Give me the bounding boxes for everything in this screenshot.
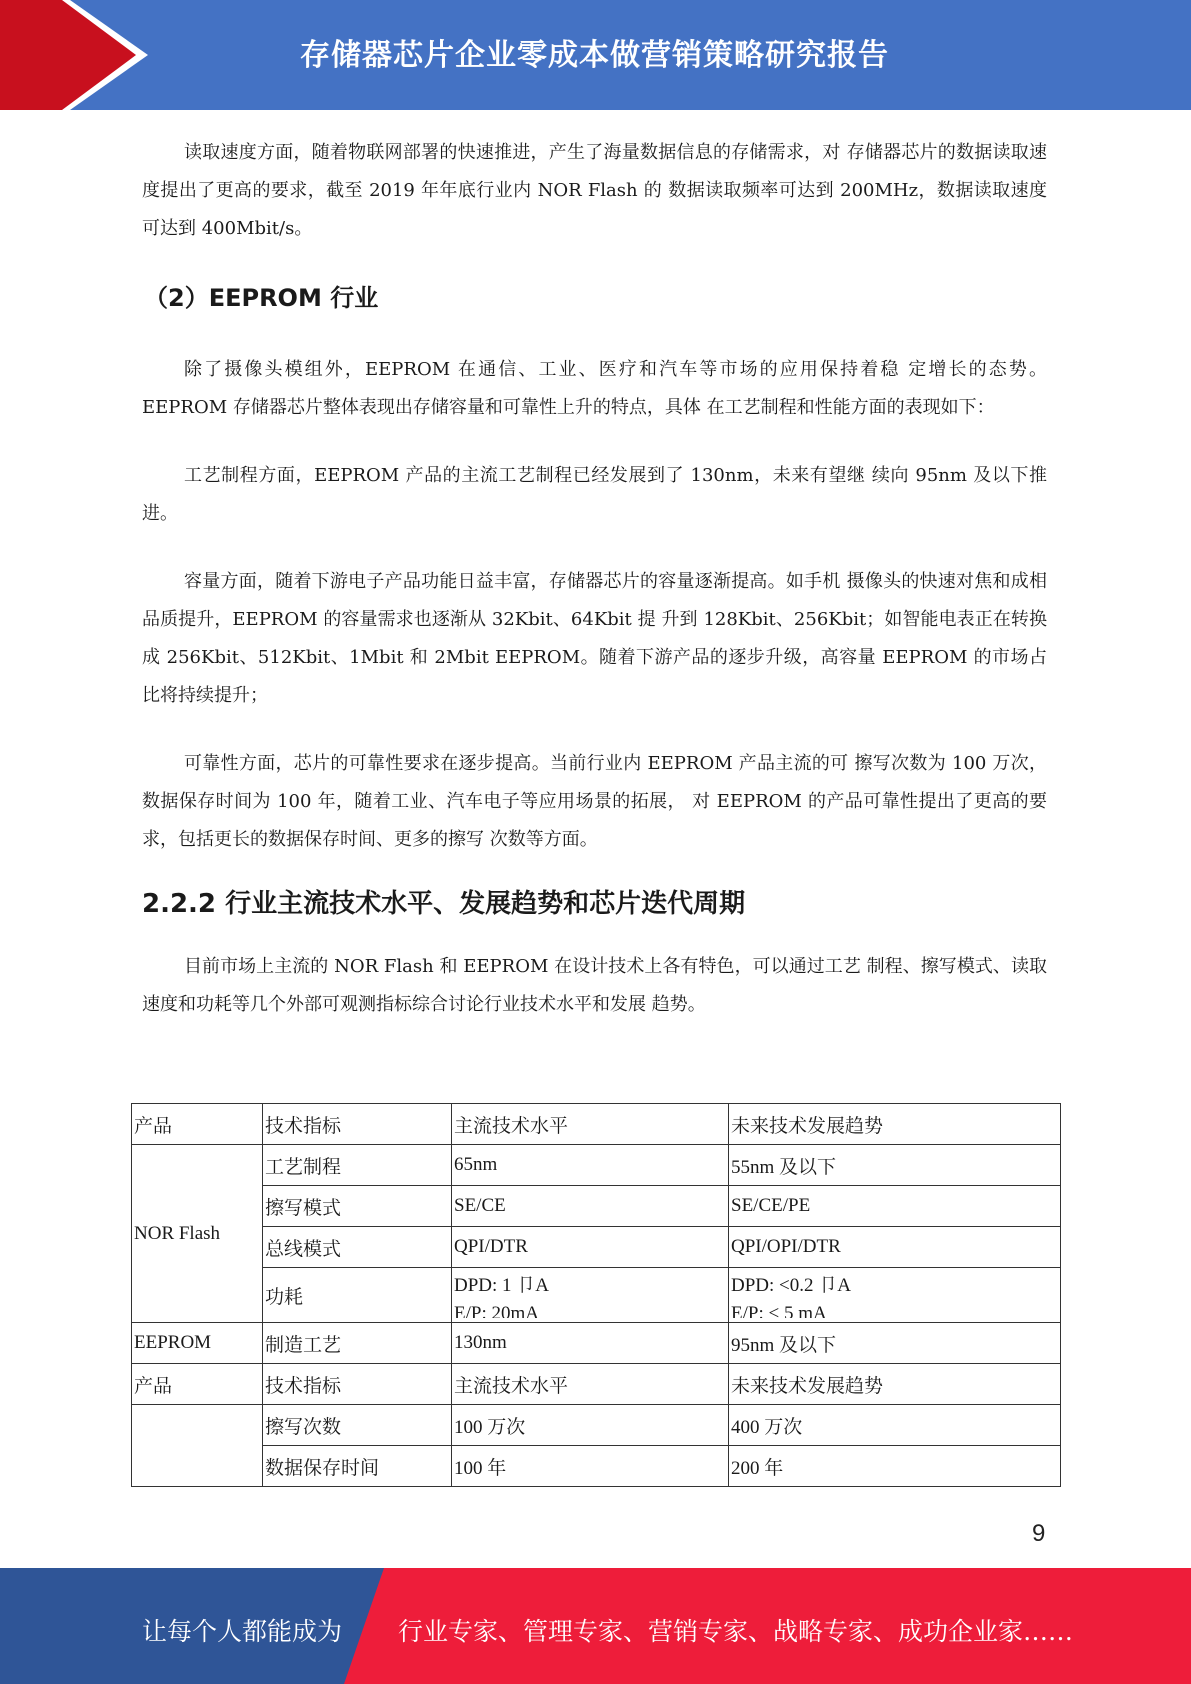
- power-current-cell: [452, 1268, 729, 1323]
- table-cell: SE/CE/PE: [729, 1186, 1061, 1227]
- table-cell: 功耗: [263, 1268, 452, 1323]
- table-cell: SE/CE: [452, 1186, 729, 1227]
- table-header-cell: 主流技术水平: [452, 1104, 729, 1145]
- main-content: [142, 134, 1047, 1054]
- table-cell: 擦写模式: [263, 1186, 452, 1227]
- section-heading: 2.2.2 行业主流技术水平、发展趋势和芯片迭代周期: [142, 889, 746, 919]
- table-cell: 数据保存时间: [263, 1446, 452, 1487]
- table-row: [132, 1145, 1061, 1186]
- table-header-cell: 主流技术水平: [452, 1364, 729, 1405]
- paragraph-reliability: 可靠性方面，芯片的可靠性要求在逐步提高。当前行业内 EEPROM 产品主流的可 擦写次数为 100 万次，数据保存时间为 100 年，随着工业、汽车电子等应用场景的拓展， 对 EEPROM 的产品可靠性提出了更高的要求，包括更长的数据保存时间、更多的擦写 次数等方面。: [142, 753, 1047, 850]
- table-cell: 擦写次数: [263, 1405, 452, 1446]
- power-current-line: E/P: 20mA: [454, 1303, 539, 1318]
- table-cell: 100 万次: [452, 1405, 729, 1446]
- table-cell: 130nm: [452, 1323, 729, 1364]
- table-header-cell: 产品: [132, 1104, 263, 1145]
- paragraph-read-speed: 读取速度方面，随着物联网部署的快速推进，产生了海量数据信息的存储需求，对 存储器芯片的数据读取速度提出了更高的要求，截至 2019 年年底行业内 NOR Flash 的 数据读取频率可达到 200MHz，数据读取速度可达到 400Mbit/s。: [142, 142, 1047, 239]
- table-cell: 100 年: [452, 1446, 729, 1487]
- table-cell-empty: [132, 1405, 263, 1487]
- table-cell: 制造工艺: [263, 1323, 452, 1364]
- nor-flash-label: NOR Flash: [132, 1145, 263, 1323]
- table-row: [132, 1323, 1061, 1364]
- tech-spec-table: [131, 1103, 1061, 1487]
- paragraph-capacity: 容量方面，随着下游电子产品功能日益丰富，存储器芯片的容量逐渐提高。如手机 摄像头的快速对焦和成相品质提升，EEPROM 的容量需求也逐渐从 32Kbit、64Kbit 提 升到 128Kbit、256Kbit；如智能电表正在转换成 256Kbit、512Kbit、1Mbit 和 2Mbit EEPROM。随着下游产品的逐步升级，高容量 EEPROM 的市场占比将持续提升；: [142, 571, 1047, 706]
- table-cell: 200 年: [729, 1446, 1061, 1487]
- paragraph-process: 工艺制程方面，EEPROM 产品的主流工艺制程已经发展到了 130nm，未来有望继 续向 95nm 及以下推进。: [142, 465, 1047, 524]
- table-header-cell: 未来技术发展趋势: [729, 1104, 1061, 1145]
- table-cell: EEPROM: [132, 1323, 263, 1364]
- table-row: [132, 1186, 1061, 1227]
- table-header-row: [132, 1104, 1061, 1145]
- eeprom-heading: （2）EEPROM 行业: [144, 284, 379, 312]
- footer-slogan-right: 行业专家、管理专家、营销专家、战略专家、成功企业家……: [398, 1617, 1074, 1646]
- power-current-line: DPD: 1 卩A: [454, 1275, 550, 1296]
- table-header-cell: 未来技术发展趋势: [729, 1364, 1061, 1405]
- table-cell: 400 万次: [729, 1405, 1061, 1446]
- power-future-cell: [729, 1268, 1061, 1323]
- footer-slogan-left: 让每个人都能成为: [142, 1617, 343, 1646]
- power-future-line: E/P: < 5 mA: [731, 1303, 827, 1318]
- paragraph-overview: 目前市场上主流的 NOR Flash 和 EEPROM 在设计技术上各有特色，可以通过工艺 制程、擦写模式、读取速度和功耗等几个外部可观测指标综合讨论行业技术水平和发展 趋势。: [142, 956, 1047, 1015]
- table-header-cell: 技术指标: [263, 1104, 452, 1145]
- report-title: 存储器芯片企业零成本做营销策略研究报告: [300, 38, 889, 73]
- page-header: [0, 0, 1191, 110]
- table-cell: 总线模式: [263, 1227, 452, 1268]
- paragraph-eeprom-intro: 除了摄像头模组外，EEPROM 在通信、工业、医疗和汽车等市场的应用保持着稳 定增长的态势。EEPROM 存储器芯片整体表现出存储容量和可靠性上升的特点，具体 在工艺制程和性能方面的表现如下：: [142, 359, 1047, 418]
- power-future-line: DPD: <0.2 卩A: [731, 1275, 851, 1296]
- table-header-row: [132, 1364, 1061, 1405]
- table-row: [132, 1446, 1061, 1487]
- page-number: 9: [1032, 1520, 1046, 1547]
- table-cell: 65nm: [452, 1145, 729, 1186]
- table-row-power: [132, 1268, 1061, 1323]
- table-header-cell: 技术指标: [263, 1364, 452, 1405]
- table-cell: 55nm 及以下: [729, 1145, 1061, 1186]
- table-row: [132, 1405, 1061, 1446]
- table-cell: 工艺制程: [263, 1145, 452, 1186]
- table-row: [132, 1227, 1061, 1268]
- page-footer: [0, 1568, 1191, 1684]
- table-header-cell: 产品: [132, 1364, 263, 1405]
- table-cell: 95nm 及以下: [729, 1323, 1061, 1364]
- table-cell: QPI/DTR: [452, 1227, 729, 1268]
- table-cell: QPI/OPI/DTR: [729, 1227, 1061, 1268]
